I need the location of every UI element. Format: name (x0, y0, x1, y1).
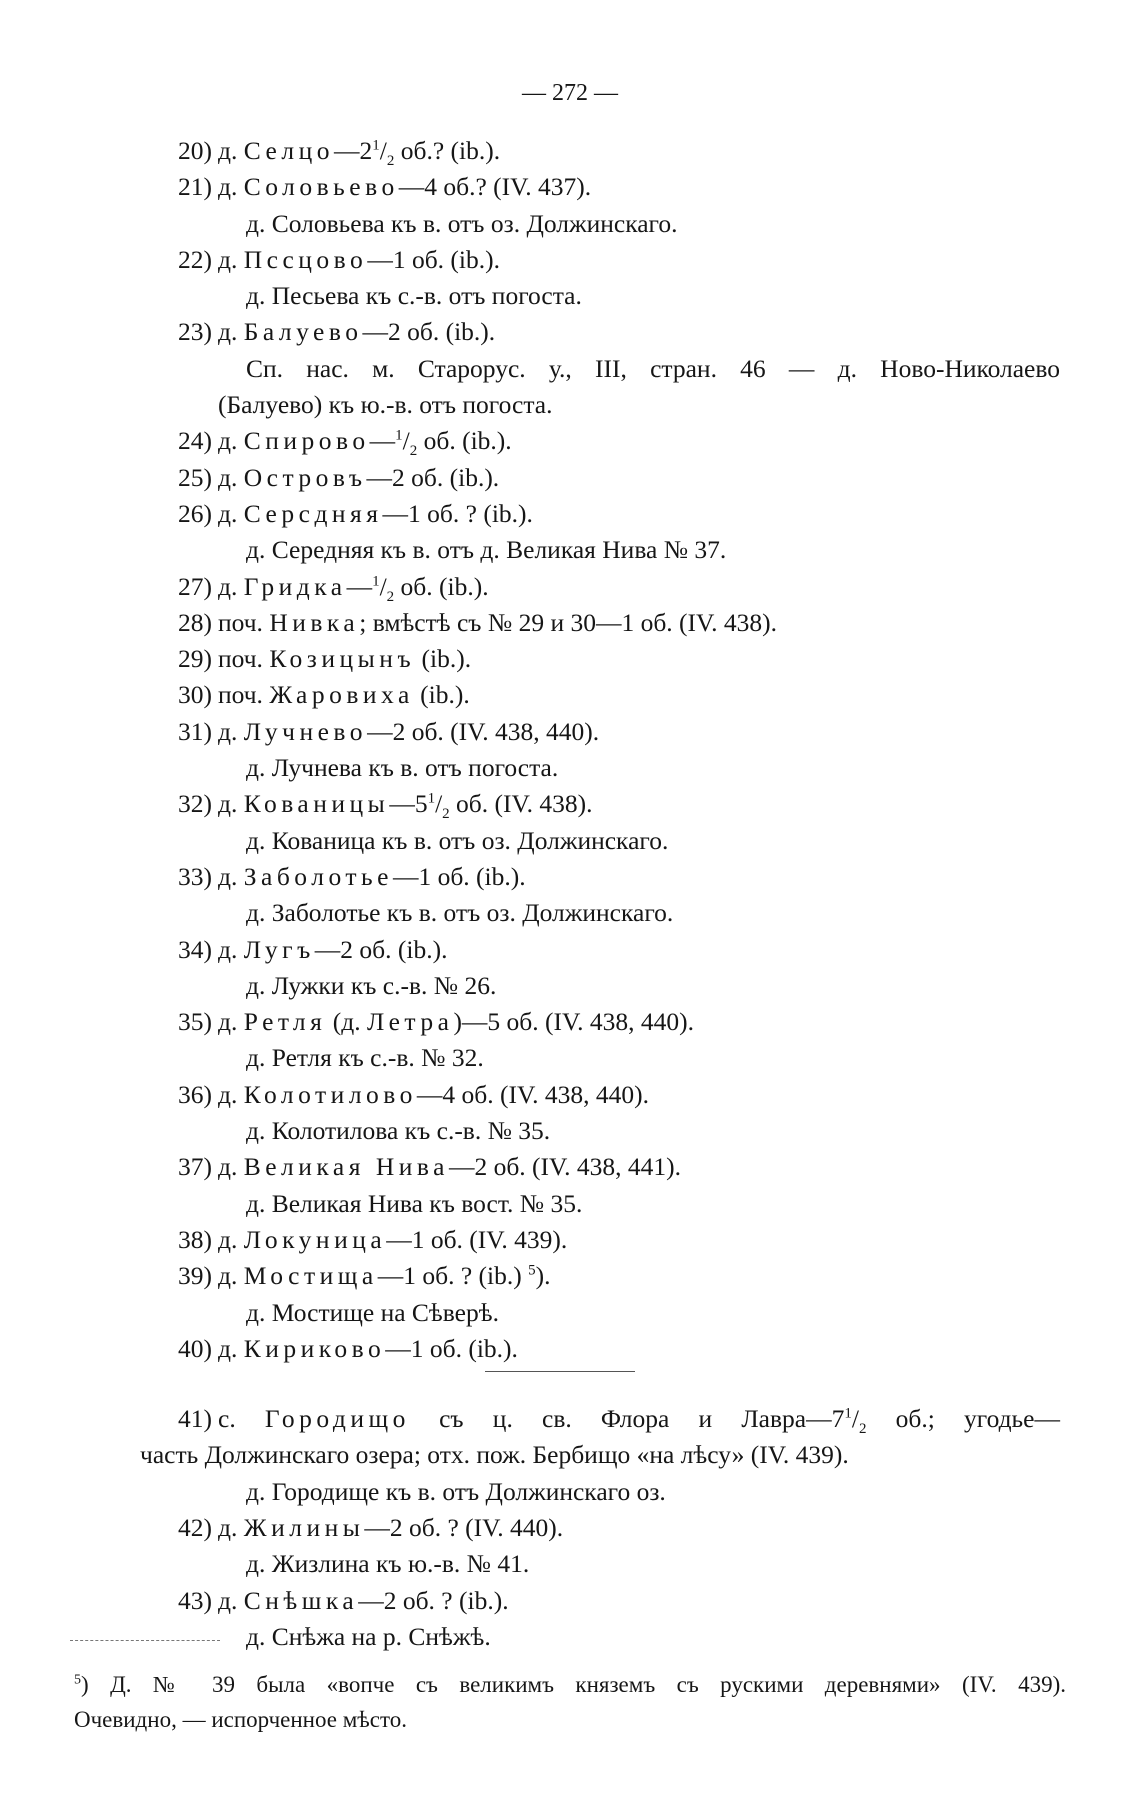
entry-number: 42) (178, 1512, 212, 1542)
entry-detail: об. (ib.). (394, 571, 489, 601)
entry-37 (0, 1149, 1140, 1185)
footnote-line-1 (74, 1667, 1066, 1702)
entry-prefix: д. (218, 498, 238, 528)
entry-42 (0, 1510, 1140, 1546)
entry-number: 26) (178, 498, 212, 528)
entry-prefix: с. (218, 1404, 236, 1434)
footnote-reference[interactable]: 5 (528, 1262, 536, 1279)
entry-35 (0, 1004, 1140, 1040)
place-name: Лучнево (243, 716, 368, 746)
entry-number: 36) (178, 1079, 212, 1109)
entry-prefix: поч. (218, 644, 263, 674)
entry-detail: —1 об. (IV. 439). (386, 1224, 568, 1254)
entry-note: д. Великая Нива къ вост. № 35. (246, 1188, 583, 1218)
entry-20 (0, 133, 1140, 169)
entry-number: 30) (178, 680, 212, 710)
place-name: Ретля (243, 1007, 327, 1037)
entry-27 (0, 569, 1140, 605)
place-name: Снѣшка (243, 1585, 359, 1615)
fraction-slash: / (435, 789, 443, 819)
entry-note: д. Мостище на Сѣверѣ. (246, 1297, 499, 1327)
entry-23 (0, 314, 1140, 350)
entry-31 (0, 714, 1140, 750)
entry-detail: —2 об. (ib.). (362, 317, 496, 347)
entry-43 (0, 1583, 1140, 1619)
entry-detail: —1 об. (ib.). (392, 861, 526, 891)
entry-25 (0, 460, 1140, 496)
entry-number: 33) (178, 861, 212, 891)
fraction-slash: / (402, 426, 410, 456)
entry-detail: —1 об. ? (ib.). (382, 498, 533, 528)
fraction-denominator: 2 (442, 806, 450, 823)
entry-prefix: д. (218, 1512, 238, 1542)
fraction-denominator: 2 (386, 588, 395, 605)
entry-number: 38) (178, 1224, 212, 1254)
entry-40 (0, 1331, 1140, 1367)
entry-number: 21) (178, 172, 212, 202)
entry-prefix: д. (218, 1333, 238, 1363)
fraction-numerator: 1 (372, 137, 380, 154)
alt-place-name: Летра (366, 1007, 454, 1037)
entry-note: д. Лужки къ с.-в. № 26. (246, 970, 497, 1000)
place-name: Жаровиха (269, 680, 414, 710)
place-name: Кириково (243, 1333, 386, 1363)
entry-prefix: д. (218, 716, 238, 746)
fraction-slash: / (379, 571, 387, 601)
entry-note: д. Снѣжа на р. Снѣжѣ. (246, 1621, 491, 1651)
place-name: Гридка (243, 571, 347, 601)
place-name: Кованицы (243, 789, 390, 819)
place-name: Соловьево (243, 172, 399, 202)
entry-number: 20) (178, 136, 212, 165)
place-name: Островъ (243, 462, 367, 492)
entry-33 (0, 859, 1140, 895)
entry-detail: (ib.). (415, 644, 472, 674)
entry-note: д. Песьева къ с.-в. отъ погоста. (246, 281, 582, 311)
place-name: Селцо (243, 136, 334, 165)
entry-41 (0, 1401, 1140, 1437)
entry-number: 22) (178, 244, 212, 274)
entry-list (0, 133, 1140, 1655)
fraction-denominator: 2 (858, 1421, 867, 1438)
entry-note: д. Лучнева къ в. отъ погоста. (246, 753, 559, 783)
place-name: Серсдняя (243, 498, 383, 528)
entry-amount: — (346, 571, 373, 601)
entry-32 (0, 786, 1140, 822)
entry-number: 40) (178, 1333, 212, 1363)
entry-prefix: д. (218, 1152, 238, 1182)
entry-detail: —2 об. (IV. 438, 441). (448, 1152, 682, 1182)
place-name: Лугъ (243, 934, 315, 964)
entry-30 (0, 677, 1140, 713)
entry-detail: )—5 об. (IV. 438, 440). (453, 1007, 695, 1037)
place-name: Колотилово (243, 1079, 417, 1109)
entry-note: д. Городище къ в. отъ Должинскаго оз. (246, 1476, 666, 1506)
entry-34 (0, 932, 1140, 968)
entry-prefix: д. (218, 462, 238, 492)
entry-detail: —2 об. (ib.). (314, 934, 448, 964)
entry-amount: съ ц. св. Флора и Лавра—7 (409, 1404, 845, 1434)
footnote-text: ) Д. № 39 была «вопче съ великимъ княземъ съ рускими деревнями» (IV. 439). (81, 1672, 1066, 1697)
place-name: Пссцово (243, 244, 368, 274)
entry-prefix: д. (218, 934, 238, 964)
entry-detail: —4 об.? (IV. 437). (398, 172, 592, 202)
fraction-denominator: 2 (409, 443, 418, 460)
entry-detail: (ib.). (413, 680, 470, 710)
entry-28 (0, 605, 1140, 641)
entry-prefix: д. (218, 1585, 238, 1615)
fraction-denominator: 2 (386, 153, 395, 170)
entry-number: 41) (178, 1404, 212, 1434)
footnote-marker: 5 (74, 1672, 81, 1688)
fraction-numerator: 1 (427, 790, 436, 807)
entry-26 (0, 496, 1140, 532)
entry-detail: (д. (326, 1007, 367, 1037)
page-number: — 272 — (522, 80, 618, 106)
entry-detail: —2 об. (IV. 438, 440). (367, 716, 600, 746)
entry-prefix: д. (218, 1007, 238, 1037)
entry-detail: об.? (ib.). (394, 136, 501, 165)
entry-note: д. Соловьева къ в. отъ оз. Должинскаго. (246, 208, 678, 238)
entry-note: д. Заболотье къ в. отъ оз. Должинскаго. (246, 898, 674, 928)
entry-note: Сп. нас. м. Старорус. у., III, стран. 46 — д. Ново-Николаево (246, 353, 1060, 383)
entry-detail: —1 об. ? (ib.) (377, 1261, 529, 1291)
entry-amount: —5 (389, 789, 428, 819)
entry-29 (0, 641, 1140, 677)
entry-detail: ; вмѣстѣ съ № 29 и 30—1 об. (IV. 438). (359, 607, 778, 637)
entry-prefix: д. (218, 861, 238, 891)
place-name: Мостища (243, 1261, 378, 1291)
entry-detail: —2 об. (ib.). (366, 462, 500, 492)
entry-prefix: д. (218, 426, 238, 456)
entry-note: д. Кованица къ в. отъ оз. Должинскаго. (246, 825, 669, 855)
entry-prefix: д. (218, 172, 238, 202)
entry-number: 24) (178, 426, 212, 456)
entry-number: 29) (178, 644, 212, 674)
fraction-slash: / (379, 136, 387, 165)
fraction-numerator: 1 (844, 1405, 852, 1422)
entry-note: д. Ретля къ с.-в. № 32. (246, 1043, 484, 1073)
entry-detail: об.; угодье— (866, 1404, 1061, 1434)
place-name: Спирово (243, 426, 370, 456)
section-separator (485, 1371, 635, 1372)
place-name: Городищо (264, 1404, 410, 1434)
entry-prefix: д. (218, 571, 238, 601)
place-name: Великая Нива (243, 1152, 449, 1182)
entry-detail: об. (ib.). (417, 426, 512, 456)
entry-number: 23) (178, 317, 212, 347)
place-name: Нивка (269, 607, 360, 637)
entry-continuation: часть Должинскаго озера; отх. пож. Бербищо «на лѣсу» (IV. 439). (140, 1440, 849, 1470)
entry-number: 37) (178, 1152, 212, 1182)
place-name: Локуница (243, 1224, 387, 1254)
entry-amount: —2 (334, 136, 373, 165)
entry-number: 31) (178, 716, 212, 746)
entry-number: 34) (178, 934, 212, 964)
entry-detail: —4 об. (IV. 438, 440). (416, 1079, 649, 1109)
entry-number: 27) (178, 571, 212, 601)
footnote-rule (70, 1640, 220, 1641)
entry-number: 32) (178, 789, 212, 819)
entry-21 (0, 169, 1140, 205)
place-name: Балуево (243, 317, 363, 347)
entry-note: д. Жизлина къ ю.-в. № 41. (246, 1549, 530, 1579)
entry-detail: —2 об. ? (ib.). (358, 1585, 509, 1615)
entry-detail: об. (IV. 438). (449, 789, 593, 819)
entry-prefix: поч. (218, 607, 263, 637)
entry-note-continuation: (Балуево) къ ю.-в. отъ погоста. (218, 390, 553, 420)
entry-22 (0, 242, 1140, 278)
entry-prefix: д. (218, 789, 238, 819)
entry-36 (0, 1077, 1140, 1113)
fraction-slash: / (851, 1404, 859, 1434)
entry-detail: —1 об. (ib.). (385, 1333, 518, 1363)
footnote-line-2: Очевидно, — испорченное мѣсто. (74, 1707, 407, 1732)
entry-prefix: д. (218, 136, 238, 165)
entry-prefix: д. (218, 1261, 238, 1291)
entry-detail-end: ). (535, 1261, 551, 1291)
entry-prefix: д. (218, 1079, 238, 1109)
entry-prefix: д. (218, 1224, 238, 1254)
entry-note: д. Колотилова къ с.-в. № 35. (246, 1116, 551, 1146)
place-name: Козицынъ (269, 644, 416, 674)
entry-prefix: д. (218, 317, 238, 347)
entry-amount: — (369, 426, 396, 456)
entry-number: 25) (178, 462, 212, 492)
entry-detail: —1 об. (ib.). (367, 244, 500, 274)
entry-prefix: д. (218, 244, 238, 274)
entry-number: 39) (178, 1261, 212, 1291)
entry-number: 28) (178, 607, 212, 637)
entry-24 (0, 423, 1140, 459)
entry-39 (0, 1258, 1140, 1294)
fraction-numerator: 1 (395, 427, 403, 444)
entry-number: 43) (178, 1585, 212, 1615)
fraction-numerator: 1 (372, 573, 380, 590)
entry-prefix: поч. (218, 680, 263, 710)
entry-number: 35) (178, 1007, 212, 1037)
entry-38 (0, 1222, 1140, 1258)
footnote (74, 1667, 1066, 1737)
entry-note: д. Середняя къ в. отъ д. Великая Нива № 37. (246, 535, 727, 565)
entry-detail: —2 об. ? (IV. 440). (364, 1512, 564, 1542)
place-name: Жилины (243, 1512, 365, 1542)
place-name: Заболотье (243, 861, 393, 891)
